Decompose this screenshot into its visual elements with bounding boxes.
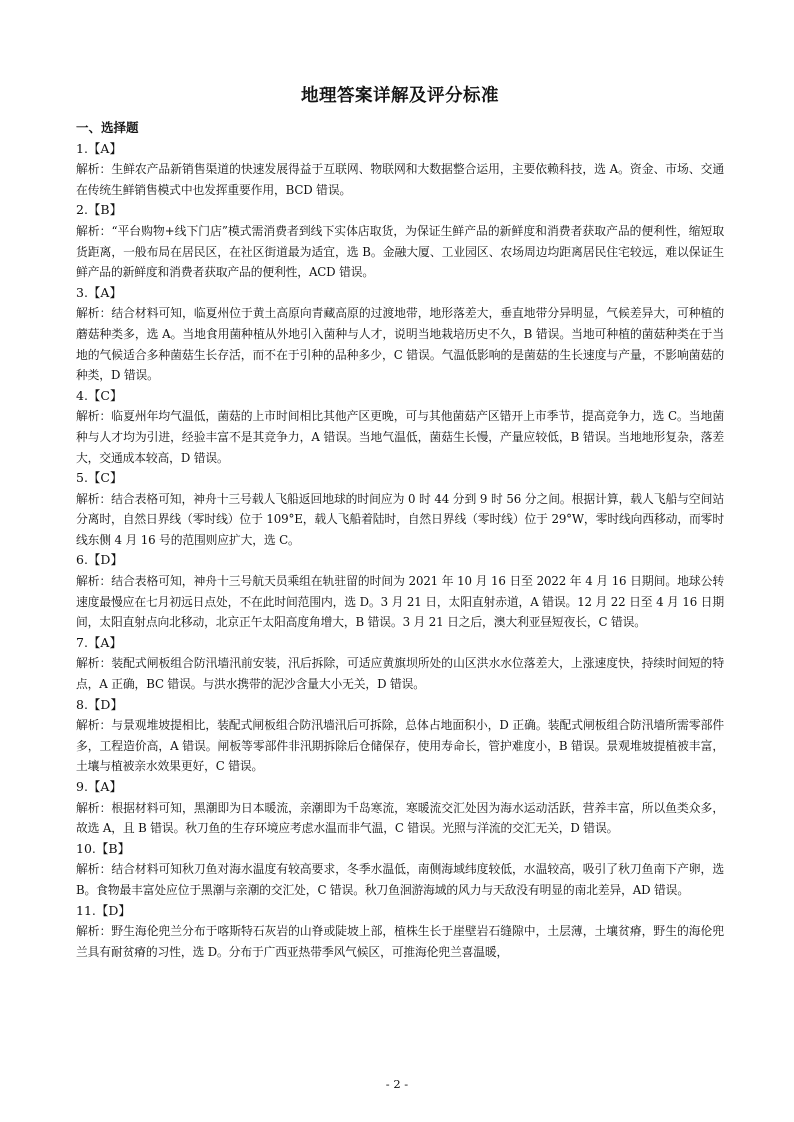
question-analysis: 解析：与景观堆坡提相比，装配式闸板组合防汛墙汛后可拆除，总体占地面积小，D 正确。装配式闸板组合防汛墙所需零部件多，工程造价高，A 错误。闸板等零部件非汛期拆除后仓储保存，使用寿命长，管护难度小，B 错误。景观堆坡提植被丰富，土壤与植被亲水效果更好，C 错误。 bbox=[76, 718, 724, 774]
question-item bbox=[76, 777, 724, 839]
question-item bbox=[76, 901, 724, 963]
question-item bbox=[76, 633, 724, 695]
question-item bbox=[76, 695, 724, 777]
question-answer-number: 3.【A】 bbox=[76, 284, 122, 300]
question-analysis: 解析：结合材料可知秋刀鱼对海水温度有较高要求，冬季水温低，南侧海域纬度较低，水温较高，吸引了秋刀鱼南下产卵，选 B。食物最丰富处应位于黑潮与亲潮的交汇处，C 错误。秋刀鱼洄游海域的风力与天敌没有明显的南北差异，AD 错误。 bbox=[76, 862, 724, 897]
question-analysis: 解析：根据材料可知，黑潮即为日本暖流，亲潮即为千岛寒流，寒暖流交汇处因为海水运动活跃，营养丰富，所以鱼类众多，故选 A，且 B 错误。秋刀鱼的生存环境应考虑水温而非气温，C 错误。光照与洋流的交汇无关，D 错误。 bbox=[76, 800, 724, 836]
question-item bbox=[76, 386, 724, 468]
question-answer-number: 10.【B】 bbox=[76, 840, 131, 856]
question-analysis: 解析：野生海伦兜兰分布于喀斯特石灰岩的山脊或陡坡上部，植株生长于崖壁岩石缝隙中，土层薄，土壤贫瘠，野生的海伦兜兰具有耐贫瘠的习性，选 D。分布于广西亚热带季风气候区，可推海伦兜兰喜温暖， bbox=[76, 924, 724, 959]
question-answer-number: 5.【C】 bbox=[76, 470, 123, 486]
question-answer-number: 11.【D】 bbox=[76, 902, 131, 918]
question-analysis: 解析：结合表格可知，神舟十三号航天员乘组在轨驻留的时间为 2021 年 10 月 16 日至 2022 年 4 月 16 日期间。地球公转速度最慢应在七月初远日点处，不在此时间范围内，选 D。3 月 21 日，太阳直射赤道，A 错误。12 月 22 日至 4 月 16 日期间，太阳直射点向北移动，北京正午太阳高度角增大，B 错误。3 月 21 日之后，澳大利亚昼短夜长，C 错误。 bbox=[76, 574, 724, 630]
question-analysis: 解析：生鲜农产品新销售渠道的快速发展得益于互联网、物联网和大数据整合运用，主要依赖科技，选 A。资金、市场、交通在传统生鲜销售模式中也发挥重要作用，BCD 错误。 bbox=[76, 162, 724, 197]
page-number: - 2 - bbox=[385, 1077, 409, 1091]
question-analysis: 解析：临夏州年均气温低，菌菇的上市时间相比其他产区更晚，可与其他菌菇产区错开上市季节，提高竞争力，选 C。当地菌种与人才均为引进，经验丰富不是其竞争力，A 错误。当地气温低，菌菇生长慢，产量应较低，B 错误。当地地形复杂，落差大，交通成本较高，D 错误。 bbox=[76, 409, 724, 465]
question-answer-number: 2.【B】 bbox=[76, 202, 123, 218]
question-item bbox=[76, 200, 724, 282]
question-analysis: 解析：装配式闸板组合防汛墙汛前安装，汛后拆除，可适应黄旗坝所处的山区洪水水位落差大，上涨速度快，持续时间短的特点，A 正确，BC 错误。与洪水携带的泥沙含量大小无关，D 错误。 bbox=[76, 656, 724, 692]
section-heading: 一、选择题 bbox=[76, 120, 139, 135]
question-answer-number: 1.【A】 bbox=[76, 140, 122, 156]
document-page bbox=[76, 84, 724, 962]
question-item bbox=[76, 468, 724, 550]
question-answer-number: 7.【A】 bbox=[76, 634, 122, 650]
question-answer-number: 9.【A】 bbox=[76, 779, 122, 794]
document-title: 地理答案详解及评分标准 bbox=[301, 86, 499, 106]
question-analysis: 解析：“平台购物+线下门店”模式需消费者到线下实体店取货，为保证生鲜产品的新鲜度和消费者获取产品的便利性，缩短取货距离，一般布局在居民区，在社区街道最为适宜，选 B。金融大厦、工业园区、农场周边均距离居民住宅较远，难以保证生鲜产品的新鲜度和消费者获取产品的便利性，ACD 错误。 bbox=[76, 223, 724, 280]
question-analysis: 解析：结合材料可知，临夏州位于黄土高原向青藏高原的过渡地带，地形落差大，垂直地带分异明显，气候差异大，可种植的蘑菇种类多，选 A。当地食用菌种植从外地引入菌种与人才，说明当地栽培历史不久，B 错误。当地可种植的菌菇种类在于当地的气候适合多种菌菇生长存活，而不在于引种的品种多少，C 错误。气温低影响的是菌菇的生长速度与产量，不影响菌菇的种类，D 错误。 bbox=[76, 306, 724, 383]
question-answer-number: 4.【C】 bbox=[76, 387, 123, 403]
question-item bbox=[76, 550, 724, 632]
question-item bbox=[76, 283, 724, 386]
question-analysis: 解析：结合表格可知，神舟十三号载人飞船返回地球的时间应为 0 时 44 分到 9 时 56 分之间。根据计算，载人飞船与空间站分离时，自然日界线（零时线）位于 109°E，载人飞船着陆时，自然日界线（零时线）位于 29°W，零时线向西移动，而零时线东侧 4 月 16 号的范围则应扩大，选 C。 bbox=[76, 491, 724, 547]
question-item bbox=[76, 139, 724, 201]
question-answer-number: 6.【D】 bbox=[76, 552, 123, 568]
question-item bbox=[76, 839, 724, 901]
question-answer-number: 8.【D】 bbox=[76, 696, 123, 712]
